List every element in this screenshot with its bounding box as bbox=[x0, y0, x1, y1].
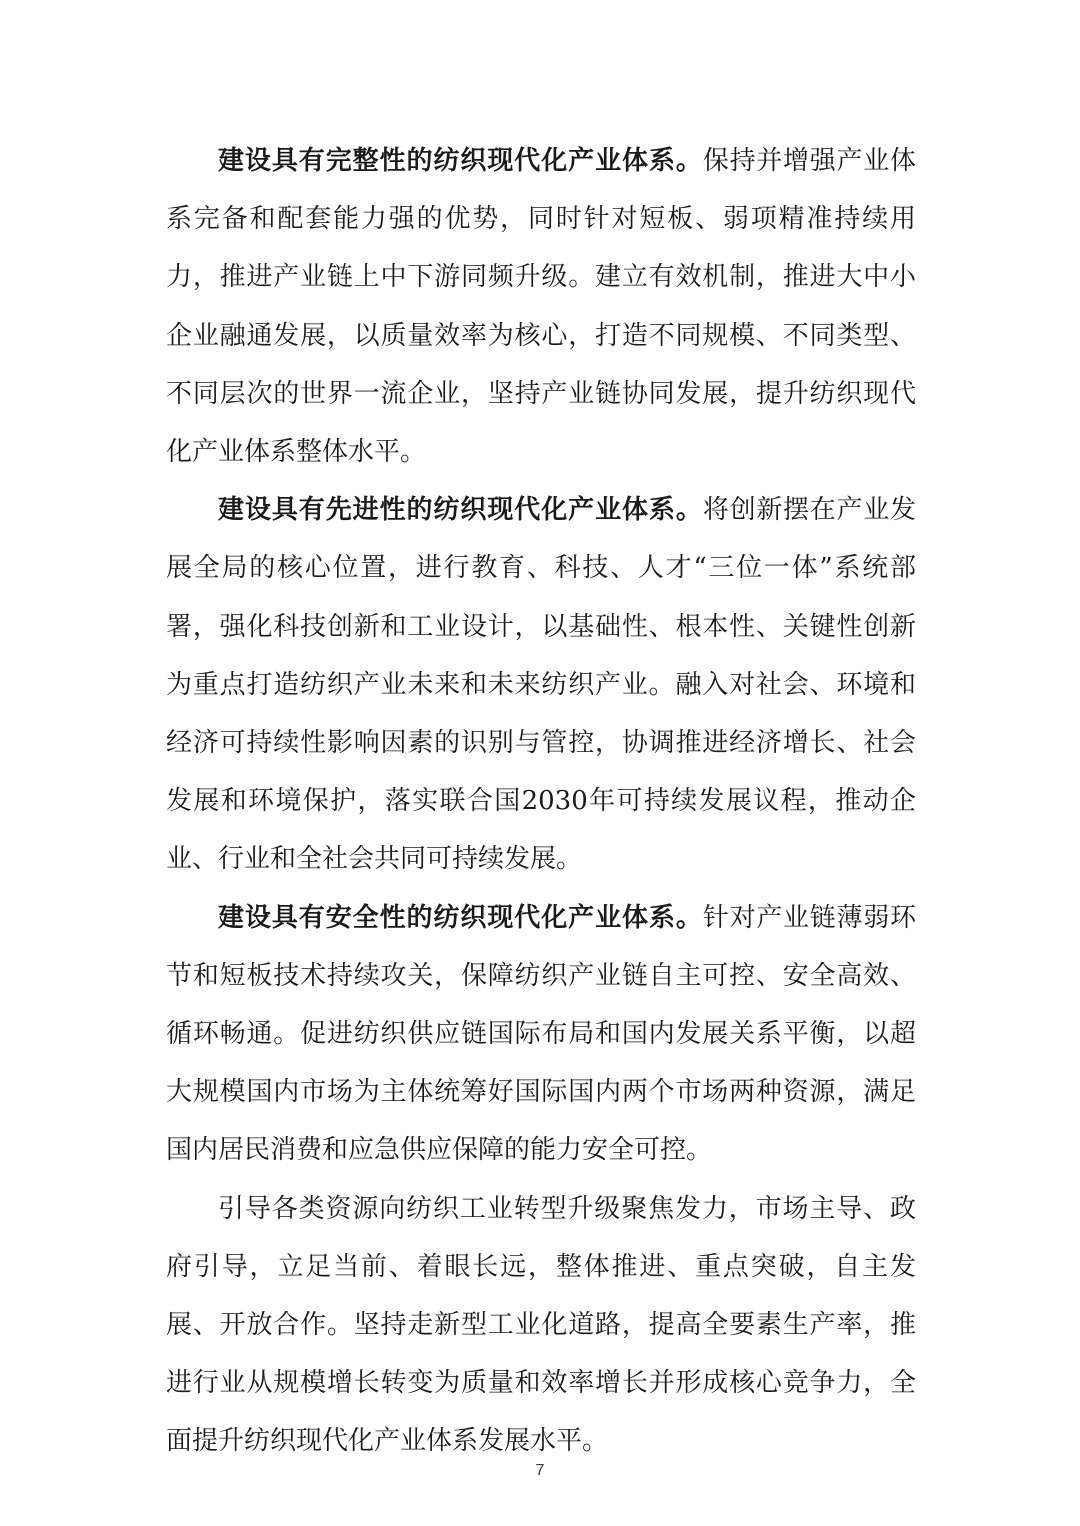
paragraph-text: 引导各类资源向纺织工业转型升级聚焦发力，市场主导、政府引导，立足当前、着眼长远，整体推进、重点突破，自主发展、开放合作。坚持走新型工业化道路，提高全要素生产率，推进行业从规模增长转变为质量和效率增长并形成核心竞争力，全面提升纺织现代化产业体系发展水平。 bbox=[166, 1193, 916, 1457]
paragraph-heading: 建设具有安全性的纺织现代化产业体系。 bbox=[218, 902, 703, 933]
page-number: 7 bbox=[535, 1462, 545, 1479]
paragraph-security bbox=[166, 889, 916, 1180]
paragraph-guidance bbox=[166, 1180, 916, 1471]
paragraph-heading: 建设具有先进性的纺织现代化产业体系。 bbox=[218, 495, 703, 526]
paragraph-heading: 建设具有完整性的纺织现代化产业体系。 bbox=[218, 146, 703, 176]
paragraph-completeness bbox=[166, 132, 916, 481]
paragraph-text: 保持并增强产业体系完备和配套能力强的优势，同时针对短板、弱项精准持续用力，推进产业链上中下游同频升级。建立有效机制，推进大中小企业融通发展，以质量效率为核心，打造不同规模、不同类型、不同层次的世界一流企业，坚持产业链协同发展，提升纺织现代化产业体系整体水平。 bbox=[166, 146, 916, 468]
paragraph-text: 将创新摆在产业发展全局的核心位置，进行教育、科技、人才“三位一体”系统部署，强化科技创新和工业设计，以基础性、根本性、关键性创新为重点打造纺织产业未来和未来纺织产业。融入对社会、环境和经济可持续性影响因素的识别与管控，协调推进经济增长、社会发展和环境保护，落实联合国2030年可持续发展议程，推动企业、行业和全社会共同可持续发展。 bbox=[166, 495, 916, 875]
body-text bbox=[166, 132, 916, 1471]
paragraph-advancement bbox=[166, 481, 916, 888]
paragraph-text: 针对产业链薄弱环节和短板技术持续攻关，保障纺织产业链自主可控、安全高效、循环畅通。促进纺织供应链国际布局和国内发展关系平衡，以超大规模国内市场为主体统筹好国际国内两个市场两种资源，满足国内居民消费和应急供应保障的能力安全可控。 bbox=[166, 902, 916, 1166]
